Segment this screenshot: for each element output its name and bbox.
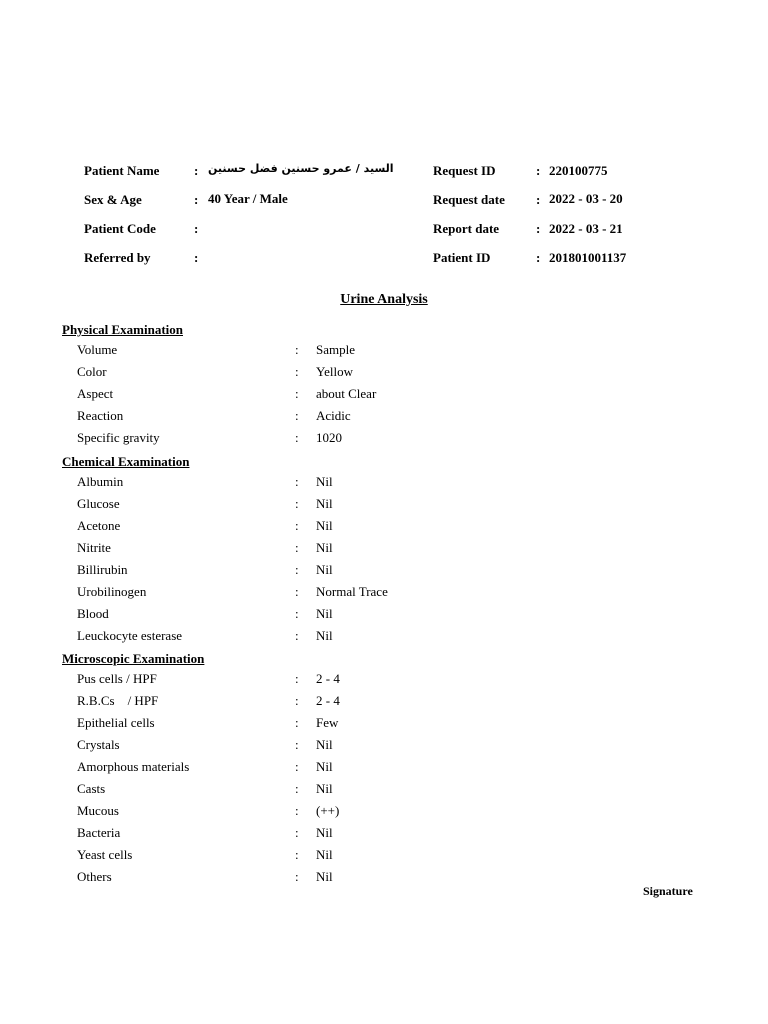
row-value: Nil <box>316 496 333 511</box>
row-value: Nil <box>316 474 333 489</box>
row-colon: : <box>295 386 299 401</box>
section-heading: Microscopic Examination <box>62 651 205 666</box>
row-label: Acetone <box>77 518 121 533</box>
row-colon: : <box>295 474 299 489</box>
row-label: Crystals <box>77 737 120 752</box>
row-colon: : <box>295 869 299 884</box>
row-label: Reaction <box>77 408 124 423</box>
row-colon: : <box>295 430 299 445</box>
row-value: Nil <box>316 825 333 840</box>
row-label: R.B.Cs / HPF <box>77 693 159 708</box>
row-colon: : <box>295 540 299 555</box>
row-label: Yeast cells <box>77 847 133 862</box>
row-colon: : <box>295 847 299 862</box>
row-colon: : <box>295 496 299 511</box>
sex-age-colon: : <box>194 192 199 207</box>
report-date-label: Report date <box>433 221 500 236</box>
patient-id-label: Patient ID <box>433 250 491 265</box>
patient-name-label: Patient Name <box>84 163 160 178</box>
row-label: Bacteria <box>77 825 121 840</box>
row-colon: : <box>295 759 299 774</box>
row-label: Glucose <box>77 496 120 511</box>
row-colon: : <box>295 693 299 708</box>
row-value: Nil <box>316 759 333 774</box>
row-colon: : <box>295 737 299 752</box>
row-value: Yellow <box>316 364 353 379</box>
row-label: Urobilinogen <box>77 584 147 599</box>
patient-id-colon: : <box>536 250 541 265</box>
row-value: Few <box>316 715 339 730</box>
row-label: Aspect <box>77 386 114 401</box>
signature-label: Signature <box>643 884 693 898</box>
request-id-value: 220100775 <box>549 163 608 178</box>
row-label: Specific gravity <box>77 430 160 445</box>
row-label: Albumin <box>77 474 124 489</box>
row-value: Nil <box>316 869 333 884</box>
row-value: Nil <box>316 628 333 643</box>
row-value: Sample <box>316 342 355 357</box>
row-colon: : <box>295 628 299 643</box>
row-colon: : <box>295 606 299 621</box>
report-title: Urine Analysis <box>340 292 428 307</box>
row-value: Nil <box>316 606 333 621</box>
row-value: 2 - 4 <box>316 671 340 686</box>
row-label: Amorphous materials <box>77 759 190 774</box>
row-colon: : <box>295 803 299 818</box>
sex-age-value: 40 Year / Male <box>208 191 288 206</box>
row-label: Pus cells / HPF <box>77 671 157 686</box>
row-colon: : <box>295 715 299 730</box>
row-value: (++) <box>316 803 340 818</box>
row-value: Normal Trace <box>316 584 388 599</box>
request-id-label: Request ID <box>433 163 496 178</box>
row-colon: : <box>295 781 299 796</box>
row-value: about Clear <box>316 386 377 401</box>
referred-by-label: Referred by <box>84 250 151 265</box>
row-value: Nil <box>316 562 333 577</box>
row-label: Nitrite <box>77 540 111 555</box>
row-value: Nil <box>316 540 333 555</box>
row-label: Mucous <box>77 803 119 818</box>
patient-name-colon: : <box>194 163 199 178</box>
row-label: Volume <box>77 342 118 357</box>
row-value: 1020 <box>316 430 342 445</box>
row-colon: : <box>295 671 299 686</box>
row-colon: : <box>295 408 299 423</box>
request-id-colon: : <box>536 163 541 178</box>
report-date-value: 2022 - 03 - 21 <box>549 221 623 236</box>
patient-code-label: Patient Code <box>84 221 156 236</box>
row-value: Nil <box>316 518 333 533</box>
row-colon: : <box>295 518 299 533</box>
row-colon: : <box>295 364 299 379</box>
request-date-label: Request date <box>433 192 505 207</box>
row-label: Epithelial cells <box>77 715 155 730</box>
row-label: Leuckocyte esterase <box>77 628 183 643</box>
row-value: 2 - 4 <box>316 693 340 708</box>
referred-by-colon: : <box>194 250 199 265</box>
row-value: Nil <box>316 781 333 796</box>
sex-age-label: Sex & Age <box>84 192 142 207</box>
row-label: Blood <box>77 606 109 621</box>
report-date-colon: : <box>536 221 541 236</box>
request-date-value: 2022 - 03 - 20 <box>549 191 623 206</box>
row-colon: : <box>295 562 299 577</box>
patient-name-value: السيد / عمرو حسنين فضل حسنين <box>208 162 394 175</box>
row-label: Casts <box>77 781 106 796</box>
row-value: Acidic <box>316 408 351 423</box>
row-label: Billirubin <box>77 562 128 577</box>
section-heading: Chemical Examination <box>62 454 190 469</box>
request-date-colon: : <box>536 192 541 207</box>
row-colon: : <box>295 825 299 840</box>
row-label: Color <box>77 364 107 379</box>
patient-id-value: 201801001137 <box>549 250 627 265</box>
row-colon: : <box>295 584 299 599</box>
row-colon: : <box>295 342 299 357</box>
patient-code-colon: : <box>194 221 199 236</box>
section-heading: Physical Examination <box>62 322 183 337</box>
row-label: Others <box>77 869 112 884</box>
row-value: Nil <box>316 847 333 862</box>
row-value: Nil <box>316 737 333 752</box>
